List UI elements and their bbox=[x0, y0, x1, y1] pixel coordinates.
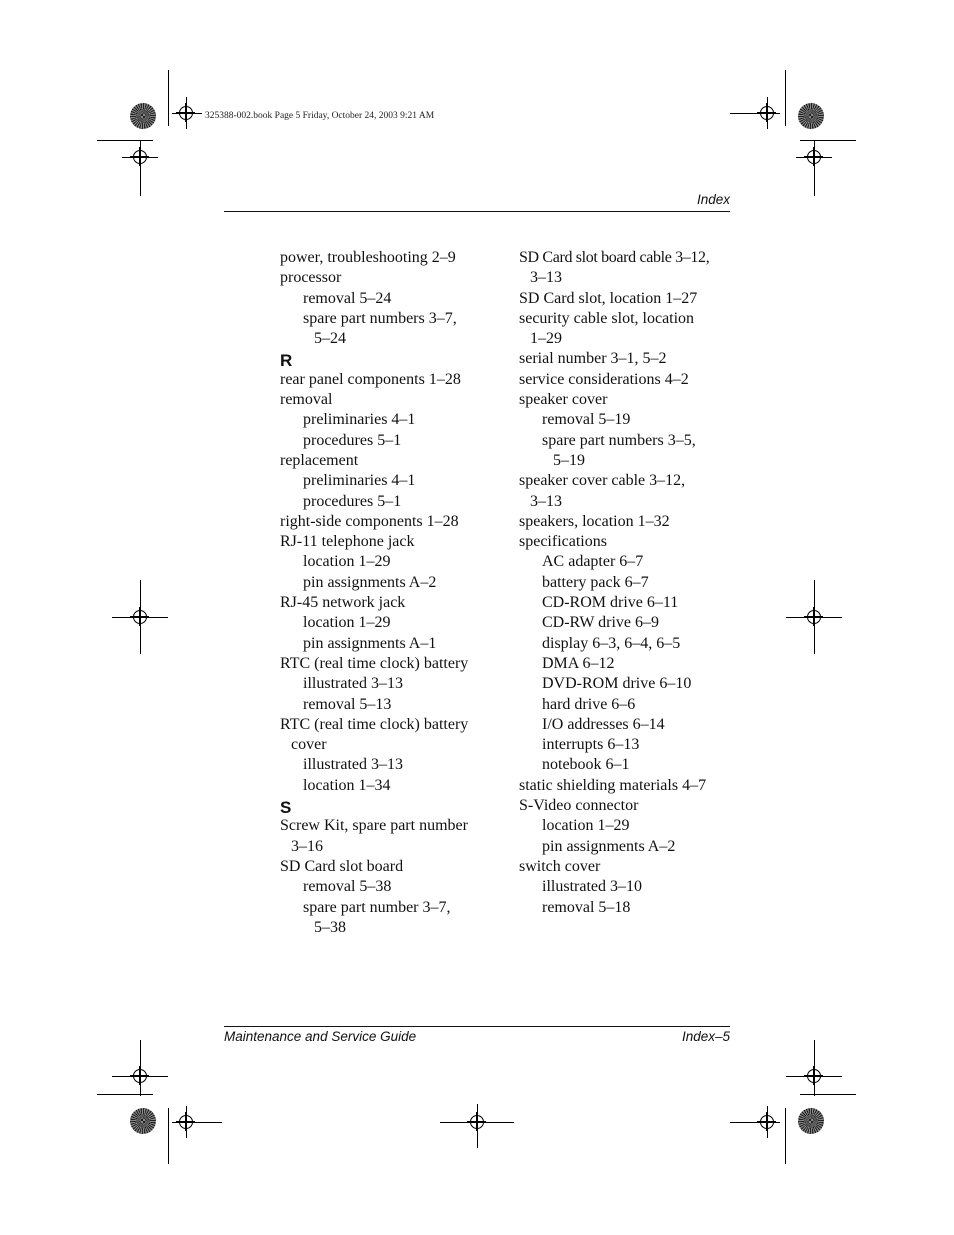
index-entry: removal 5–38 bbox=[303, 878, 392, 896]
crosshair-target-icon bbox=[807, 150, 821, 164]
index-entry: DMA 6–12 bbox=[542, 654, 615, 672]
crosshair-target-icon bbox=[179, 106, 193, 120]
index-entry: removal 5–13 bbox=[303, 695, 392, 713]
index-entry: speaker cover bbox=[519, 391, 608, 409]
index-entry: 3–13 bbox=[530, 269, 562, 287]
index-entry: 3–16 bbox=[291, 837, 323, 855]
index-entry: power, troubleshooting 2–9 bbox=[280, 249, 456, 266]
index-entry: hard drive 6–6 bbox=[542, 695, 636, 713]
index-entry: processor bbox=[280, 269, 342, 287]
index-entry: AC adapter 6–7 bbox=[542, 553, 644, 571]
registration-disc-icon bbox=[130, 1108, 156, 1134]
crosshair-target-icon bbox=[760, 106, 774, 120]
index-entry: specifications bbox=[519, 533, 607, 551]
index-entry: location 1–29 bbox=[303, 553, 391, 571]
index-entry: static shielding materials 4–7 bbox=[519, 776, 707, 794]
crosshair-target-icon bbox=[133, 150, 147, 164]
index-letter-heading: S bbox=[280, 798, 292, 818]
index-entry: RJ-11 telephone jack bbox=[280, 533, 415, 551]
index-entry: CD-ROM drive 6–11 bbox=[542, 594, 679, 612]
index-entry: 1–29 bbox=[530, 330, 562, 348]
crosshair-target-icon bbox=[470, 1115, 484, 1129]
index-entry: preliminaries 4–1 bbox=[303, 472, 416, 490]
index-column-right bbox=[519, 248, 734, 918]
index-entry: removal 5–19 bbox=[542, 411, 631, 429]
index-entry: illustrated 3–13 bbox=[303, 675, 403, 693]
index-entry: procedures 5–1 bbox=[303, 431, 402, 449]
index-entry: CD-RW drive 6–9 bbox=[542, 614, 660, 632]
index-entry: speakers, location 1–32 bbox=[519, 512, 670, 530]
running-header: Index bbox=[696, 192, 730, 207]
index-column-left bbox=[280, 248, 495, 938]
index-entry: cover bbox=[291, 736, 327, 754]
print-slug: 325388-002.book Page 5 Friday, October 24, 2003 9:21 AM bbox=[205, 111, 435, 121]
footer-title: Maintenance and Service Guide bbox=[224, 1029, 417, 1044]
index-entry: location 1–34 bbox=[303, 776, 391, 794]
index-entry: removal bbox=[280, 391, 333, 409]
index-entry: procedures 5–1 bbox=[303, 492, 402, 510]
index-entry: SD Card slot board bbox=[280, 857, 404, 875]
index-entry: DVD-ROM drive 6–10 bbox=[542, 675, 692, 693]
index-entry: illustrated 3–13 bbox=[303, 756, 403, 774]
crosshair-target-icon bbox=[133, 610, 147, 624]
index-entry: S-Video connector bbox=[519, 797, 639, 815]
index-entry: pin assignments A–2 bbox=[303, 573, 437, 591]
index-entry: 5–19 bbox=[553, 451, 585, 469]
index-letter-heading: R bbox=[280, 351, 293, 371]
crosshair-target-icon bbox=[760, 1115, 774, 1129]
index-entry: pin assignments A–1 bbox=[303, 634, 437, 652]
index-entry: display 6–3, 6–4, 6–5 bbox=[542, 634, 681, 652]
index-entry: interrupts 6–13 bbox=[542, 736, 640, 754]
index-entry: RTC (real time clock) battery bbox=[280, 654, 469, 672]
registration-disc-icon bbox=[798, 1108, 824, 1134]
index-entry: replacement bbox=[280, 451, 359, 469]
index-entry: notebook 6–1 bbox=[542, 756, 630, 774]
index-entry: security cable slot, location bbox=[519, 309, 695, 327]
index-entry: spare part number 3–7, bbox=[303, 898, 451, 916]
index-entry: location 1–29 bbox=[542, 817, 630, 835]
index-entry: speaker cover cable 3–12, bbox=[519, 472, 686, 490]
index-entry: removal 5–24 bbox=[303, 289, 392, 307]
index-entry: battery pack 6–7 bbox=[542, 573, 649, 591]
index-entry: SD Card slot board cable 3–12, bbox=[519, 249, 710, 266]
index-entry: 3–13 bbox=[530, 492, 562, 510]
index-entry: spare part numbers 3–7, bbox=[303, 309, 457, 327]
registration-disc-icon bbox=[798, 103, 824, 129]
index-entry: preliminaries 4–1 bbox=[303, 411, 416, 429]
index-entry: switch cover bbox=[519, 857, 601, 875]
registration-disc-icon bbox=[130, 103, 156, 129]
footer-rule bbox=[224, 1026, 730, 1027]
crosshair-target-icon bbox=[179, 1115, 193, 1129]
page-number: Index–5 bbox=[681, 1029, 730, 1044]
crosshair-target-icon bbox=[807, 610, 821, 624]
index-entry: 5–38 bbox=[314, 918, 346, 936]
index-entry: rear panel components 1–28 bbox=[280, 370, 461, 388]
index-entry: illustrated 3–10 bbox=[542, 878, 642, 896]
index-entry: Screw Kit, spare part number bbox=[280, 817, 468, 835]
index-entry: SD Card slot, location 1–27 bbox=[519, 289, 698, 307]
index-entry: I/O addresses 6–14 bbox=[542, 715, 665, 733]
crosshair-target-icon bbox=[807, 1069, 821, 1083]
index-entry: spare part numbers 3–5, bbox=[542, 431, 696, 449]
index-entry: RTC (real time clock) battery bbox=[280, 715, 469, 733]
index-entry: pin assignments A–2 bbox=[542, 837, 676, 855]
header-rule bbox=[224, 211, 730, 212]
index-entry: right-side components 1–28 bbox=[280, 512, 459, 530]
index-entry: location 1–29 bbox=[303, 614, 391, 632]
crosshair-target-icon bbox=[133, 1069, 147, 1083]
index-entry: 5–24 bbox=[314, 330, 346, 348]
index-entry: service considerations 4–2 bbox=[519, 370, 689, 388]
index-entry: RJ-45 network jack bbox=[280, 594, 406, 612]
index-entry: removal 5–18 bbox=[542, 898, 631, 916]
index-entry: serial number 3–1, 5–2 bbox=[519, 350, 667, 368]
